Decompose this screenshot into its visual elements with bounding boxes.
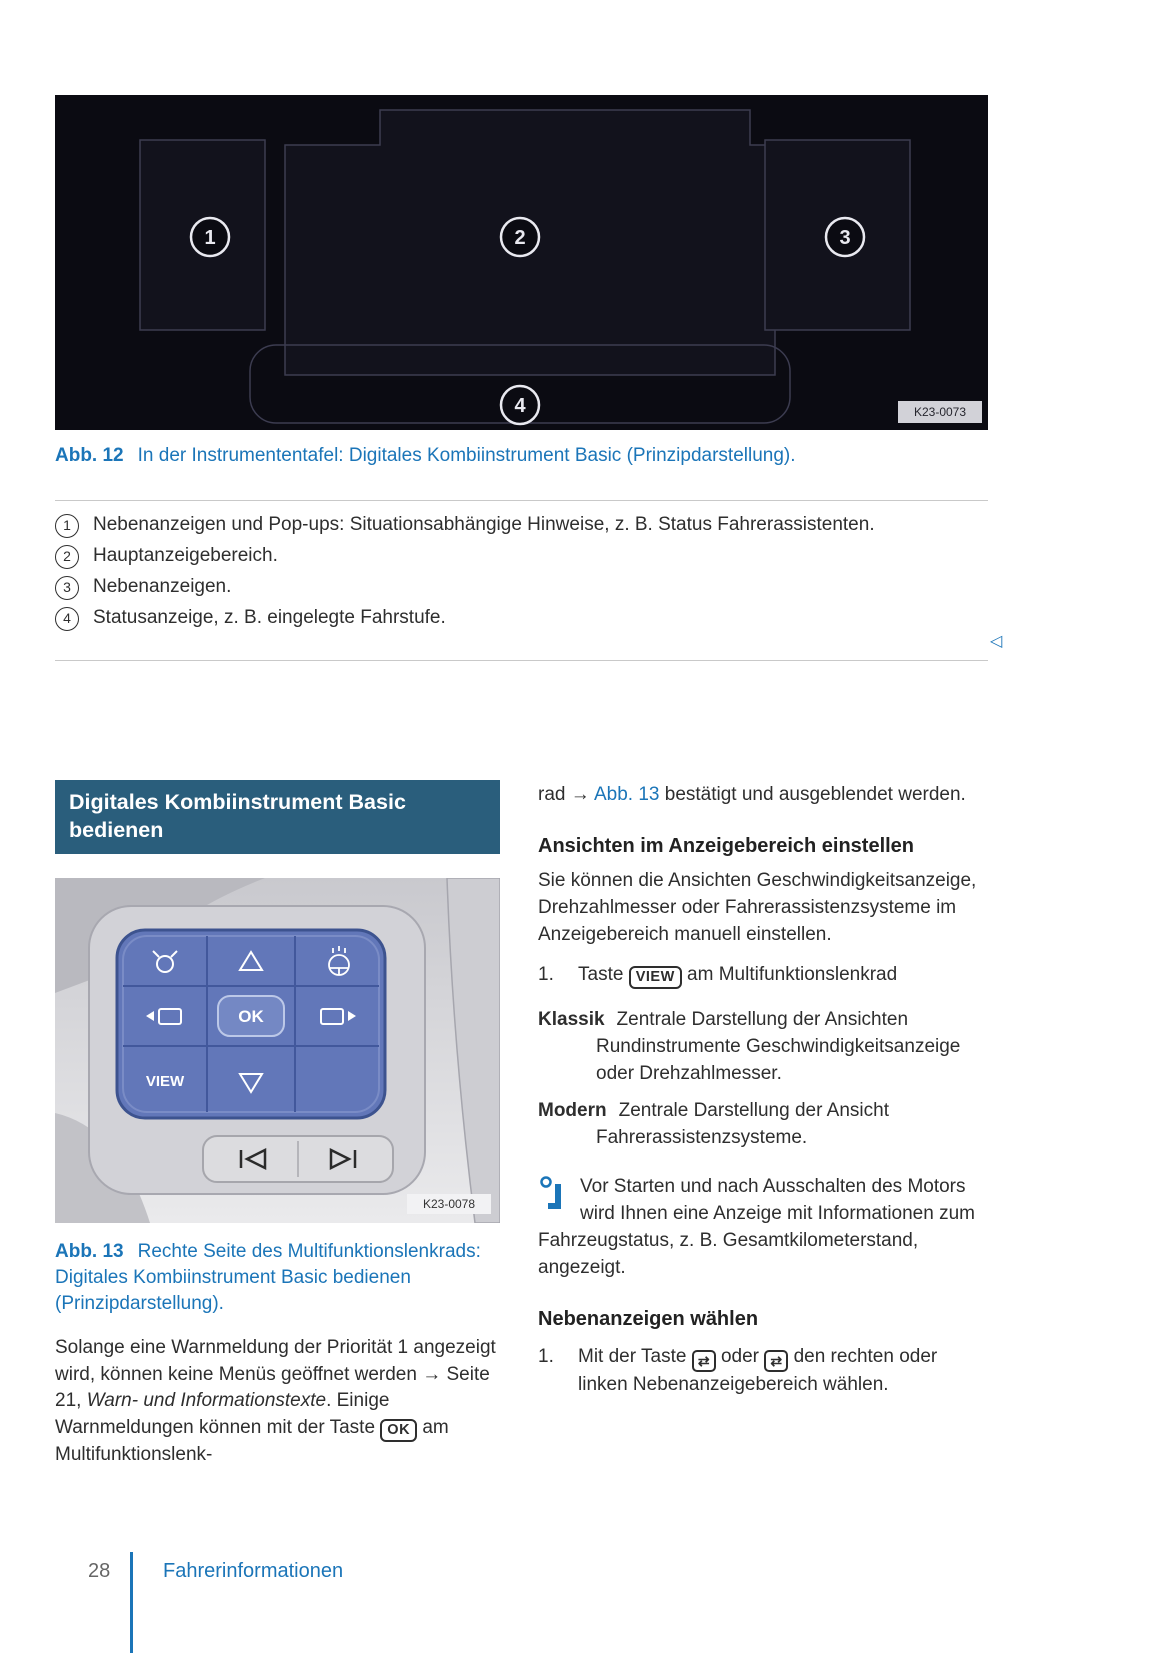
legend-number-1: 1: [55, 514, 79, 538]
step-secondary-mid: oder: [715, 1345, 765, 1367]
step-secondary-post: den rechten oder linken Nebenanzeigebereich wählen.: [578, 1345, 938, 1395]
divider-bottom: [55, 660, 988, 661]
views-paragraph: Sie können die Ansichten Geschwindigkeitsanzeige, Drehzahlmesser oder Fahrerassistenzsysteme im Anzeigebereich manuell einstellen.: [538, 869, 977, 945]
ok-key-icon: OK: [380, 1419, 417, 1442]
step-view: [538, 962, 988, 989]
view-button: VIEW: [145, 1072, 185, 1090]
footer-section-title: Fahrerinformationen: [163, 1560, 344, 1582]
info-note-text: Vor Starten und nach Ausschalten des Motors wird Ihnen eine Anzeige mit Informationen zum Fahrzeugstatus, z. B. Gesamtkilometerstand, angezeigt.: [538, 1175, 975, 1278]
figure13-code-chip: [407, 1194, 491, 1214]
figure-code-chip: [898, 401, 982, 423]
continuation-paragraph: [538, 782, 988, 809]
legend-item-4: [55, 605, 988, 632]
legend-item-2: [55, 543, 988, 570]
right-column: [538, 782, 988, 1399]
figure12-caption: [55, 443, 988, 469]
figure13-caption-text: Rechte Seite des Multifunktionslenkrads: Digitales Kombiinstrument Basic bedienen (Prinzipdarstellung).: [55, 1240, 481, 1315]
svg-text:3: 3: [839, 227, 851, 249]
step-secondary-number: 1.: [538, 1345, 554, 1367]
display-key-right-icon: ⇄: [764, 1350, 788, 1372]
step-view-pre: Taste: [578, 963, 629, 985]
legend-number-3: 3: [55, 576, 79, 600]
figure-steering-wheel: [55, 878, 500, 1223]
page-number: 28: [88, 1560, 111, 1582]
figure12-caption-text: In der Instrumententafel: Digitales Kombiinstrument Basic (Prinzipdarstellung).: [137, 445, 796, 466]
figure-instrument-cluster: [55, 95, 988, 430]
figure13-caption: [55, 1239, 500, 1318]
left-column: [55, 780, 500, 1469]
ok-button: [218, 996, 284, 1036]
info-icon: [540, 1176, 566, 1212]
section-heading: Digitales Kombiinstrument Basic bedienen: [55, 780, 500, 854]
legend-number-4: 4: [55, 607, 79, 631]
legend-text-2: Hauptanzeigebereich.: [93, 544, 278, 566]
callout-4: [501, 386, 539, 424]
section-end-marker-icon[interactable]: ◁: [990, 633, 1003, 650]
legend-text-3: Nebenanzeigen.: [93, 575, 232, 597]
definition-modern: [538, 1098, 988, 1152]
step-view-post: am Multifunktionslenkrad: [681, 963, 898, 985]
instrument-cluster-drawing: [55, 95, 988, 430]
svg-text:1: 1: [204, 227, 216, 249]
warning-paragraph-part3: am Multifunktionslenk-: [55, 1417, 449, 1466]
legend-item-3: [55, 574, 988, 601]
legend-text-4: Statusanzeige, z. B. eingelegte Fahrstufe.: [93, 606, 446, 628]
svg-text:K23-0078: K23-0078: [422, 1196, 476, 1211]
legend-list: [55, 512, 988, 636]
callout-2: [501, 218, 539, 256]
heading-secondary-displays: Nebenanzeigen wählen: [538, 1307, 759, 1330]
callout-1: [191, 218, 229, 256]
step-secondary-display: [538, 1344, 988, 1399]
svg-text:K23-0073: K23-0073: [913, 405, 967, 419]
info-note: [538, 1174, 988, 1282]
step-view-body: [578, 962, 988, 989]
continuation-part1: rad →: [538, 784, 594, 805]
divider-top: [55, 500, 988, 501]
footer-divider: [130, 1552, 133, 1653]
step-secondary-body: [578, 1344, 988, 1399]
definition-modern-term: Modern: [538, 1099, 607, 1121]
step-view-number: 1.: [538, 963, 554, 985]
view-key-icon: VIEW: [629, 966, 682, 989]
svg-text:2: 2: [514, 227, 526, 249]
svg-text:4: 4: [514, 395, 526, 417]
definition-klassik-text: Zentrale Darstellung der Ansichten Rundinstrumente Geschwindigkeitsanzeige oder Drehzahlmesser.: [596, 1008, 961, 1084]
fig13-reference-link[interactable]: Abb. 13: [593, 784, 660, 805]
legend-item-1: [55, 512, 988, 539]
step-secondary-pre: Mit der Taste: [578, 1345, 692, 1367]
steering-wheel-drawing: [55, 878, 500, 1223]
heading-views: Ansichten im Anzeigebereich einstellen: [538, 834, 915, 857]
legend-text-1: Nebenanzeigen und Pop-ups: Situationsabhängige Hinweise, z. B. Status Fahrerassistenten.: [93, 514, 875, 535]
warning-paragraph-italic: Warn- und Informationstexte: [86, 1390, 327, 1412]
callout-3: [826, 218, 864, 256]
legend-number-2: 2: [55, 545, 79, 569]
svg-text:OK: OK: [238, 1006, 264, 1026]
definition-klassik-term: Klassik: [538, 1008, 605, 1030]
continuation-part2: bestätigt und ausgeblendet werden.: [659, 784, 966, 805]
figure13-caption-label: Abb. 13: [55, 1240, 124, 1262]
figure12-caption-label: Abb. 12: [55, 445, 124, 466]
warning-paragraph-part1: Solange eine Warnmeldung der Priorität 1 angezeigt wird, können keine Menüs geöffnet werden → Seite 21,: [55, 1336, 496, 1412]
display-key-left-icon: ⇄: [692, 1350, 716, 1372]
warning-paragraph: [55, 1335, 500, 1470]
definition-klassik: [538, 1007, 988, 1088]
warning-paragraph-part2: . Einige Warnmeldungen können mit der Taste: [55, 1390, 390, 1439]
track-rocker: [203, 1136, 393, 1182]
definition-modern-text: Zentrale Darstellung der Ansicht Fahrerassistenzsysteme.: [596, 1099, 889, 1148]
